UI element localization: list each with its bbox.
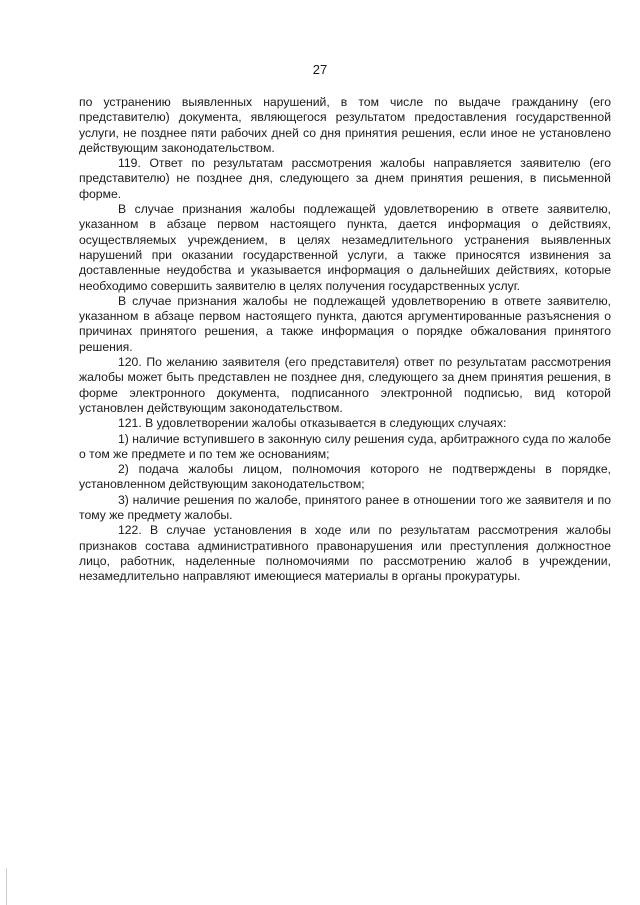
scan-edge-line: [6, 868, 7, 905]
paragraph-119-rejected: В случае признания жалобы не подлежащей удовлетворению в ответе заявителю, указанном в абзаце первом настоящего пункта, даются аргументированные разъяснения о причинах принятого решения, а также информация о порядке обжалования принятого решения.: [79, 293, 611, 354]
paragraph-continuation: по устранению выявленных нарушений, в том числе по выдаче гражданину (его представителю) документа, являющегося результатом предоставления государственной услуги, не позднее пяти рабочих дней со дня принятия решения, если иное не установлено действующим законодательством.: [79, 95, 611, 155]
paragraph-121-item-1: 1) наличие вступившего в законную силу решения суда, арбитражного суда по жалобе о том же предмете и по тем же основаниям;: [79, 431, 612, 461]
document-body: [79, 95, 611, 585]
paragraph-121: 121. В удовлетворении жалобы отказывается в следующих случаях:: [118, 416, 507, 431]
page-number: 27: [312, 62, 328, 77]
paragraph-121-item-2: 2) подача жалобы лицом, полномочия которого не подтверждены в порядке, установленном действующим законодательством;: [79, 462, 611, 492]
paragraph-122: 122. В случае установления в ходе или по результатам рассмотрения жалобы признаков состава административного правонарушения или преступления должностное лицо, работник, наделенные полномочиями по рассмотрению жалоб в учреждении, незамедлительно направляют имеющиеся материалы в органы прокуратуры.: [79, 523, 611, 584]
paragraph-119-satisfied: В случае признания жалобы подлежащей удовлетворению в ответе заявителю, указанном в абзаце первом настоящего пункта, дается информация о действиях, осуществляемых учреждением, в целях незамедлительного устранения выявленных нарушений при оказании государственной услуги, а также приносятся извинения за доставленные неудобства и указывается информация о дальнейших действиях, которые необходимо совершить заявителю в целях получения государственных услуг.: [79, 202, 611, 293]
paragraph-121-item-3: 3) наличие решения по жалобе, принятого ранее в отношении того же заявителя и по тому же предмету жалобы.: [79, 492, 611, 523]
paragraph-120: 120. По желанию заявителя (его представителя) ответ по результатам рассмотрения жалобы может быть представлен не позднее дня, следующего за днем принятия решения, в форме электронного документа, подписанного электронной подписью, вид которой установлен действующим законодательством.: [79, 355, 611, 415]
paragraph-119: 119. Ответ по результатам рассмотрения жалобы направляется заявителю (его представителю) не позднее дня, следующего за днем принятия решения, в письменной форме.: [79, 156, 611, 201]
